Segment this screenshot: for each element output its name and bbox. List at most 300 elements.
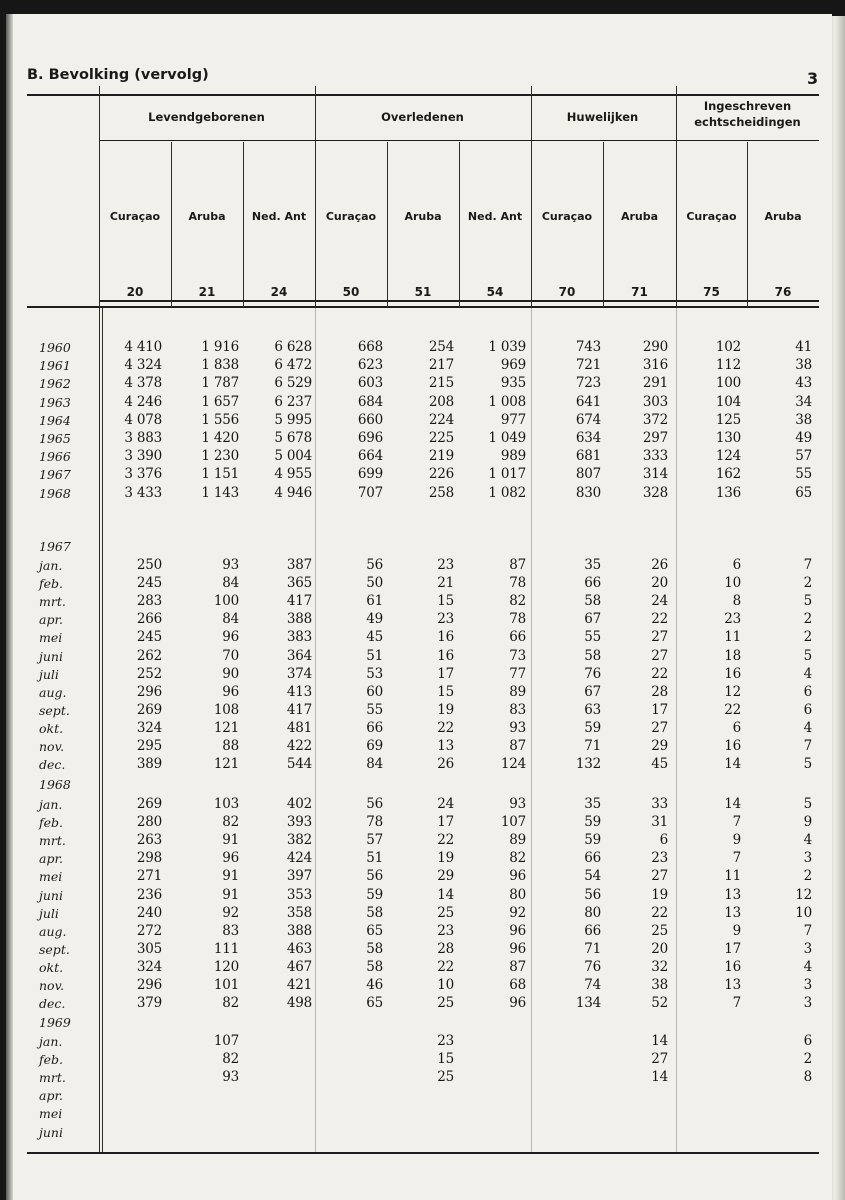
table-cell-antilles-births: 421 <box>286 977 312 993</box>
table-cell-aruba-divorces: 2 <box>803 611 812 628</box>
table-cell-aruba-divorces: 57 <box>795 448 812 465</box>
table-cell-curacao-marriages: 807 <box>575 466 601 483</box>
column-divider <box>603 142 604 308</box>
row-label-month: juli <box>39 905 59 921</box>
table-cell-curacao-births: 3 390 <box>124 448 162 465</box>
table-cell-aruba-births: 1 143 <box>201 484 239 501</box>
row-label-month: jan. <box>39 558 63 573</box>
table-cell-antilles-births: 353 <box>286 886 312 903</box>
table-cell-antilles-deaths: 1 082 <box>488 484 526 501</box>
table-cell-antilles-births: 4 946 <box>274 484 312 501</box>
table-cell-curacao-marriages: 641 <box>575 393 601 410</box>
table-cell-aruba-births: 1 556 <box>201 411 239 428</box>
table-cell-curacao-births: 4 378 <box>124 375 162 392</box>
table-cell-curacao-marriages: 634 <box>575 430 601 446</box>
table-cell-curacao-divorces: 102 <box>715 339 741 355</box>
page-number: 3 <box>807 69 819 88</box>
row-label-month: apr. <box>39 851 64 867</box>
table-cell-aruba-births: 82 <box>222 1051 239 1068</box>
table-cell-aruba-divorces: 4 <box>803 958 812 975</box>
table-cell-antilles-deaths: 87 <box>509 738 526 754</box>
table-cell-curacao-divorces: 6 <box>732 719 741 736</box>
table-cell-aruba-marriages: 316 <box>642 357 668 374</box>
table-cell-curacao-marriages: 71 <box>584 940 601 957</box>
table-cell-curacao-deaths: 58 <box>366 940 383 957</box>
table-cell-curacao-marriages: 54 <box>584 868 601 885</box>
table-cell-curacao-deaths: 56 <box>366 796 383 812</box>
table-cell-curacao-births: 389 <box>136 756 162 773</box>
row-label-month: jan. <box>39 797 63 812</box>
table-cell-curacao-births: 296 <box>136 683 162 700</box>
table-cell-aruba-births: 1 787 <box>201 375 239 392</box>
table-cell-curacao-marriages: 66 <box>584 922 601 939</box>
table-cell-aruba-marriages: 328 <box>642 484 668 501</box>
table-cell-aruba-deaths: 219 <box>428 448 454 465</box>
table-cell-curacao-divorces: 13 <box>724 886 741 903</box>
table-cell-curacao-births: 305 <box>136 940 162 957</box>
table-cell-aruba-births: 111 <box>213 940 239 957</box>
table-cell-aruba-marriages: 24 <box>651 593 668 610</box>
row-label-year: 1964 <box>39 412 71 428</box>
table-cell-aruba-births: 88 <box>222 738 239 754</box>
table-cell-antilles-deaths: 87 <box>509 958 526 975</box>
row-label-month: dec. <box>39 757 66 773</box>
table-cell-aruba-births: 1 916 <box>201 339 239 355</box>
table-cell-curacao-deaths: 51 <box>366 850 383 867</box>
column-header-aruba-deaths: Aruba <box>404 210 442 223</box>
column-header-antilles-deaths: Ned. Ant <box>467 210 523 223</box>
table-cell-curacao-divorces: 11 <box>724 629 741 646</box>
table-cell-curacao-births: 263 <box>136 832 162 849</box>
table-cell-curacao-marriages: 56 <box>584 886 601 903</box>
table-cell-antilles-deaths: 977 <box>500 411 526 428</box>
table-cell-curacao-births: 379 <box>136 995 162 1012</box>
table-cell-antilles-deaths: 92 <box>509 904 526 921</box>
table-cell-curacao-births: 245 <box>136 575 162 592</box>
table-cell-curacao-deaths: 660 <box>357 411 383 428</box>
table-cell-aruba-marriages: 27 <box>651 1051 668 1068</box>
table-cell-antilles-births: 383 <box>286 629 312 646</box>
table-cell-curacao-divorces: 136 <box>715 484 741 501</box>
table-cell-curacao-marriages: 681 <box>575 448 601 465</box>
table-cell-curacao-deaths: 50 <box>366 575 383 592</box>
table-cell-aruba-births: 1 838 <box>201 357 239 374</box>
table-cell-aruba-divorces: 5 <box>803 756 812 773</box>
table-cell-aruba-deaths: 26 <box>437 756 454 773</box>
table-cell-curacao-divorces: 11 <box>724 868 741 885</box>
table-cell-aruba-divorces: 6 <box>803 701 812 718</box>
table-cell-aruba-deaths: 21 <box>437 575 454 592</box>
table-cell-aruba-divorces: 2 <box>803 868 812 885</box>
table-cell-curacao-deaths: 69 <box>366 738 383 754</box>
table-cell-curacao-births: 295 <box>136 738 162 754</box>
table-cell-aruba-divorces: 3 <box>803 940 812 957</box>
table-cell-curacao-marriages: 35 <box>584 796 601 812</box>
table-cell-curacao-divorces: 124 <box>715 448 741 465</box>
table-cell-curacao-births: 250 <box>136 557 162 573</box>
table-cell-aruba-deaths: 258 <box>428 484 454 501</box>
table-cell-curacao-deaths: 45 <box>366 629 383 646</box>
table-cell-antilles-deaths: 93 <box>509 796 526 812</box>
table-cell-aruba-marriages: 22 <box>651 611 668 628</box>
table-cell-antilles-deaths: 96 <box>509 922 526 939</box>
table-cell-curacao-births: 283 <box>136 593 162 610</box>
table-cell-curacao-births: 3 883 <box>124 430 162 446</box>
table-cell-aruba-deaths: 23 <box>437 1033 454 1049</box>
table-cell-aruba-deaths: 224 <box>428 411 454 428</box>
table-cell-curacao-divorces: 9 <box>732 922 741 939</box>
table-cell-aruba-deaths: 28 <box>437 940 454 957</box>
table-cell-antilles-births: 4 955 <box>274 466 312 483</box>
table-cell-antilles-births: 387 <box>286 557 312 573</box>
table-cell-curacao-marriages: 58 <box>584 593 601 610</box>
table-cell-antilles-deaths: 89 <box>509 683 526 700</box>
table-cell-curacao-deaths: 65 <box>366 995 383 1012</box>
body-divider <box>676 308 677 1152</box>
table-cell-curacao-deaths: 58 <box>366 904 383 921</box>
column-divider <box>171 142 172 308</box>
table-cell-antilles-births: 393 <box>286 814 312 831</box>
table-cell-aruba-births: 91 <box>222 886 239 903</box>
table-cell-aruba-marriages: 14 <box>651 1033 668 1049</box>
table-cell-curacao-divorces: 18 <box>724 647 741 664</box>
column-header-curacao-deaths: Curaçao <box>325 210 377 223</box>
row-label-month: sept. <box>39 702 70 718</box>
row-label-month: apr. <box>39 1088 64 1104</box>
table-cell-aruba-divorces: 2 <box>803 1051 812 1068</box>
table-cell-aruba-deaths: 254 <box>428 339 454 355</box>
table-cell-curacao-marriages: 67 <box>584 683 601 700</box>
table-cell-antilles-births: 5 995 <box>274 411 312 428</box>
table-cell-antilles-births: 388 <box>286 611 312 628</box>
table-cell-curacao-marriages: 67 <box>584 611 601 628</box>
table-cell-antilles-births: 6 529 <box>274 375 312 392</box>
table-cell-aruba-marriages: 22 <box>651 665 668 682</box>
table-cell-aruba-deaths: 215 <box>428 375 454 392</box>
row-label-month: mrt. <box>39 833 66 849</box>
table-cell-aruba-divorces: 49 <box>795 430 812 446</box>
table-cell-aruba-marriages: 52 <box>651 995 668 1012</box>
table-cell-aruba-marriages: 28 <box>651 683 668 700</box>
table-cell-aruba-births: 93 <box>222 557 239 573</box>
table-cell-curacao-divorces: 16 <box>724 665 741 682</box>
table-cell-aruba-deaths: 19 <box>437 850 454 867</box>
table-cell-curacao-deaths: 56 <box>366 557 383 573</box>
table-cell-curacao-divorces: 8 <box>732 593 741 610</box>
table-cell-curacao-marriages: 66 <box>584 575 601 592</box>
table-cell-aruba-deaths: 15 <box>437 683 454 700</box>
table-cell-aruba-deaths: 16 <box>437 647 454 664</box>
table-cell-aruba-divorces: 65 <box>795 484 812 501</box>
table-cell-aruba-deaths: 16 <box>437 629 454 646</box>
table-cell-antilles-deaths: 78 <box>509 575 526 592</box>
table-cell-curacao-divorces: 23 <box>724 611 741 628</box>
row-label-month: okt. <box>39 720 64 736</box>
table-cell-antilles-deaths: 1 008 <box>488 393 526 410</box>
table-cell-antilles-deaths: 73 <box>509 647 526 664</box>
table-cell-aruba-marriages: 38 <box>651 977 668 993</box>
table-cell-aruba-marriages: 17 <box>651 701 668 718</box>
table-cell-curacao-marriages: 830 <box>575 484 601 501</box>
group-heading-marriages: Huwelijken <box>566 110 639 124</box>
table-cell-curacao-divorces: 100 <box>715 375 741 392</box>
table-cell-aruba-deaths: 29 <box>437 868 454 885</box>
table-cell-aruba-divorces: 3 <box>803 977 812 993</box>
table-cell-aruba-divorces: 41 <box>795 339 812 355</box>
row-label-month: juni <box>39 1124 63 1140</box>
table-cell-curacao-divorces: 22 <box>724 701 741 718</box>
table-cell-curacao-marriages: 721 <box>575 357 601 374</box>
table-cell-curacao-births: 269 <box>136 796 162 812</box>
table-cell-aruba-marriages: 32 <box>651 958 668 975</box>
table-cell-antilles-deaths: 82 <box>509 850 526 867</box>
column-header-curacao-divorces: Curaçao <box>686 210 737 223</box>
table-cell-curacao-births: 4 078 <box>124 411 162 428</box>
table-cell-curacao-births: 296 <box>136 977 162 993</box>
table-cell-aruba-marriages: 372 <box>642 411 668 428</box>
table-cell-curacao-marriages: 132 <box>575 756 601 773</box>
table-cell-antilles-births: 364 <box>286 647 312 664</box>
table-cell-aruba-marriages: 45 <box>651 756 668 773</box>
group-heading-deaths: Overledenen <box>381 110 464 124</box>
body-divider <box>315 308 316 1152</box>
table-cell-curacao-marriages: 723 <box>575 375 601 392</box>
table-cell-aruba-deaths: 208 <box>428 393 454 410</box>
table-cell-curacao-marriages: 35 <box>584 557 601 573</box>
table-cell-curacao-deaths: 668 <box>357 339 383 355</box>
section-title: B. Bevolking (vervolg) <box>27 67 209 83</box>
table-cell-antilles-deaths: 87 <box>509 557 526 573</box>
table-cell-aruba-deaths: 23 <box>437 557 454 573</box>
row-label-year: 1966 <box>39 449 71 465</box>
table-cell-aruba-deaths: 14 <box>437 886 454 903</box>
column-number-curacao-deaths: 50 <box>342 285 360 299</box>
table-cell-aruba-births: 120 <box>213 958 239 975</box>
table-cell-aruba-divorces: 12 <box>795 886 812 903</box>
table-cell-antilles-births: 365 <box>286 575 312 592</box>
row-label-month: mei <box>39 630 63 646</box>
table-cell-aruba-births: 70 <box>222 647 239 664</box>
table-cell-aruba-divorces: 2 <box>803 575 812 592</box>
table-cell-curacao-marriages: 59 <box>584 832 601 849</box>
table-cell-antilles-deaths: 83 <box>509 701 526 718</box>
table-cell-curacao-births: 269 <box>136 701 162 718</box>
table-cell-aruba-divorces: 3 <box>803 850 812 867</box>
table-cell-aruba-deaths: 22 <box>437 958 454 975</box>
table-cell-antilles-births: 6 472 <box>274 357 312 374</box>
table-cell-antilles-births: 5 004 <box>274 448 312 465</box>
table-cell-curacao-divorces: 104 <box>715 393 741 410</box>
table-cell-aruba-deaths: 10 <box>437 977 454 993</box>
table-cell-antilles-births: 397 <box>286 868 312 885</box>
table-cell-aruba-births: 108 <box>213 701 239 718</box>
row-label-month: nov. <box>39 739 65 754</box>
table-cell-aruba-births: 96 <box>222 629 239 646</box>
table-cell-aruba-marriages: 19 <box>651 886 668 903</box>
table-cell-curacao-marriages: 743 <box>575 339 601 355</box>
column-number-antilles-births: 24 <box>270 285 288 299</box>
table-cell-curacao-deaths: 57 <box>366 832 383 849</box>
column-divider <box>747 142 748 308</box>
table-cell-curacao-births: 324 <box>136 958 162 975</box>
table-cell-antilles-deaths: 93 <box>509 719 526 736</box>
table-cell-aruba-marriages: 314 <box>642 466 668 483</box>
row-label-year: 1963 <box>39 394 71 410</box>
table-cell-curacao-deaths: 699 <box>357 466 383 483</box>
column-header-curacao-births: Curaçao <box>109 210 161 223</box>
table-cell-curacao-births: 324 <box>136 719 162 736</box>
table-cell-curacao-marriages: 59 <box>584 719 601 736</box>
table-cell-antilles-births: 5 678 <box>274 430 312 446</box>
table-cell-curacao-divorces: 7 <box>732 850 741 867</box>
table-cell-antilles-births: 417 <box>286 593 312 610</box>
group-heading-divorces: Ingeschreven echtscheidingen <box>694 99 801 129</box>
table-cell-aruba-divorces: 4 <box>803 719 812 736</box>
table-cell-aruba-divorces: 6 <box>803 683 812 700</box>
table-cell-aruba-marriages: 20 <box>651 575 668 592</box>
table-cell-curacao-births: 236 <box>136 886 162 903</box>
table-cell-aruba-divorces: 7 <box>803 557 812 573</box>
table-cell-aruba-marriages: 26 <box>651 557 668 573</box>
body-divider <box>102 308 103 1152</box>
table-cell-curacao-deaths: 66 <box>366 719 383 736</box>
table-cell-aruba-births: 84 <box>222 575 239 592</box>
table-cell-curacao-marriages: 59 <box>584 814 601 831</box>
table-cell-antilles-deaths: 78 <box>509 611 526 628</box>
year-heading: 1968 <box>39 777 71 792</box>
table-cell-curacao-divorces: 16 <box>724 738 741 754</box>
table-cell-antilles-deaths: 96 <box>509 995 526 1012</box>
table-cell-curacao-marriages: 134 <box>575 995 601 1012</box>
table-cell-curacao-marriages: 66 <box>584 850 601 867</box>
column-header-aruba-marriages: Aruba <box>620 210 659 223</box>
table-cell-antilles-deaths: 989 <box>500 448 526 465</box>
table-cell-aruba-births: 82 <box>222 814 239 831</box>
table-cell-curacao-marriages: 76 <box>584 958 601 975</box>
table-cell-antilles-births: 481 <box>286 719 312 736</box>
table-cell-aruba-births: 103 <box>213 796 239 812</box>
table-cell-aruba-marriages: 303 <box>642 393 668 410</box>
table-cell-antilles-deaths: 1 017 <box>488 466 526 483</box>
table-cell-aruba-divorces: 38 <box>795 357 812 374</box>
table-cell-curacao-marriages: 674 <box>575 411 601 428</box>
column-number-aruba-births: 21 <box>198 285 216 299</box>
table-cell-antilles-births: 498 <box>286 995 312 1012</box>
table-cell-curacao-deaths: 59 <box>366 886 383 903</box>
table-cell-aruba-divorces: 5 <box>803 593 812 610</box>
table-cell-curacao-births: 272 <box>136 922 162 939</box>
table-cell-aruba-deaths: 15 <box>437 1051 454 1068</box>
table-cell-aruba-births: 121 <box>213 719 239 736</box>
table-cell-aruba-deaths: 225 <box>428 430 454 446</box>
table-cell-aruba-deaths: 23 <box>437 611 454 628</box>
table-cell-antilles-deaths: 1 049 <box>488 430 526 446</box>
table-cell-aruba-deaths: 226 <box>428 466 454 483</box>
table-cell-aruba-marriages: 290 <box>642 339 668 355</box>
table-cell-aruba-births: 82 <box>222 995 239 1012</box>
body-rule <box>27 306 819 308</box>
table-cell-antilles-deaths: 969 <box>500 357 526 374</box>
body-divider <box>531 308 532 1152</box>
table-cell-aruba-marriages: 291 <box>642 375 668 392</box>
table-cell-curacao-divorces: 7 <box>732 814 741 831</box>
table-cell-antilles-deaths: 107 <box>500 814 526 831</box>
table-cell-aruba-deaths: 25 <box>437 904 454 921</box>
column-header-antilles-births: Ned. Ant <box>251 210 307 223</box>
table-cell-curacao-deaths: 707 <box>357 484 383 501</box>
table-cell-aruba-divorces: 55 <box>795 466 812 483</box>
table-cell-antilles-births: 463 <box>286 940 312 957</box>
table-cell-aruba-births: 90 <box>222 665 239 682</box>
table-cell-aruba-marriages: 23 <box>651 850 668 867</box>
table-cell-aruba-births: 107 <box>213 1033 239 1049</box>
table-cell-aruba-marriages: 6 <box>659 832 668 849</box>
table-cell-curacao-deaths: 664 <box>357 448 383 465</box>
table-cell-curacao-divorces: 12 <box>724 683 741 700</box>
table-cell-aruba-divorces: 9 <box>803 814 812 831</box>
table-cell-aruba-deaths: 13 <box>437 738 454 754</box>
table-cell-aruba-births: 91 <box>222 868 239 885</box>
table-cell-curacao-marriages: 74 <box>584 977 601 993</box>
table-cell-aruba-deaths: 23 <box>437 922 454 939</box>
table-cell-aruba-divorces: 7 <box>803 922 812 939</box>
column-divider <box>243 142 244 308</box>
table-cell-antilles-births: 424 <box>286 850 312 867</box>
table-cell-aruba-divorces: 3 <box>803 995 812 1012</box>
table-cell-antilles-births: 388 <box>286 922 312 939</box>
bottom-rule <box>27 1152 819 1154</box>
table-cell-curacao-divorces: 7 <box>732 995 741 1012</box>
table-cell-curacao-marriages: 71 <box>584 738 601 754</box>
table-cell-antilles-deaths: 82 <box>509 593 526 610</box>
table-cell-aruba-marriages: 27 <box>651 719 668 736</box>
row-label-month: feb. <box>39 815 63 831</box>
table-cell-aruba-divorces: 43 <box>795 375 812 392</box>
table-cell-antilles-deaths: 96 <box>509 868 526 885</box>
table-cell-curacao-divorces: 162 <box>715 466 741 483</box>
table-cell-curacao-deaths: 696 <box>357 430 383 446</box>
row-label-month: feb. <box>39 1052 63 1068</box>
table-cell-curacao-marriages: 76 <box>584 665 601 682</box>
group-divider <box>99 86 100 1152</box>
row-label-month: aug. <box>39 684 67 700</box>
row-label-month: nov. <box>39 978 65 993</box>
table-cell-aruba-marriages: 297 <box>642 430 668 446</box>
table-cell-aruba-marriages: 29 <box>651 738 668 754</box>
table-cell-aruba-deaths: 25 <box>437 995 454 1012</box>
table-cell-aruba-marriages: 22 <box>651 904 668 921</box>
table-cell-aruba-births: 1 151 <box>201 466 239 483</box>
table-cell-aruba-births: 84 <box>222 611 239 628</box>
table-cell-antilles-deaths: 80 <box>509 886 526 903</box>
column-number-aruba-divorces: 76 <box>774 285 792 299</box>
table-cell-aruba-births: 100 <box>213 593 239 610</box>
table-cell-curacao-deaths: 78 <box>366 814 383 831</box>
table-cell-aruba-marriages: 14 <box>651 1069 668 1086</box>
table-cell-aruba-marriages: 27 <box>651 868 668 885</box>
group-rule <box>99 140 819 141</box>
row-label-year: 1965 <box>39 431 71 446</box>
table-cell-curacao-divorces: 10 <box>724 575 741 592</box>
table-cell-curacao-divorces: 14 <box>724 796 741 812</box>
table-cell-aruba-divorces: 34 <box>795 393 812 410</box>
row-label-year: 1961 <box>39 358 71 374</box>
table-cell-antilles-births: 544 <box>286 756 312 773</box>
table-cell-curacao-deaths: 56 <box>366 868 383 885</box>
table-cell-aruba-births: 83 <box>222 922 239 939</box>
table-cell-curacao-marriages: 58 <box>584 647 601 664</box>
table-cell-aruba-births: 91 <box>222 832 239 849</box>
